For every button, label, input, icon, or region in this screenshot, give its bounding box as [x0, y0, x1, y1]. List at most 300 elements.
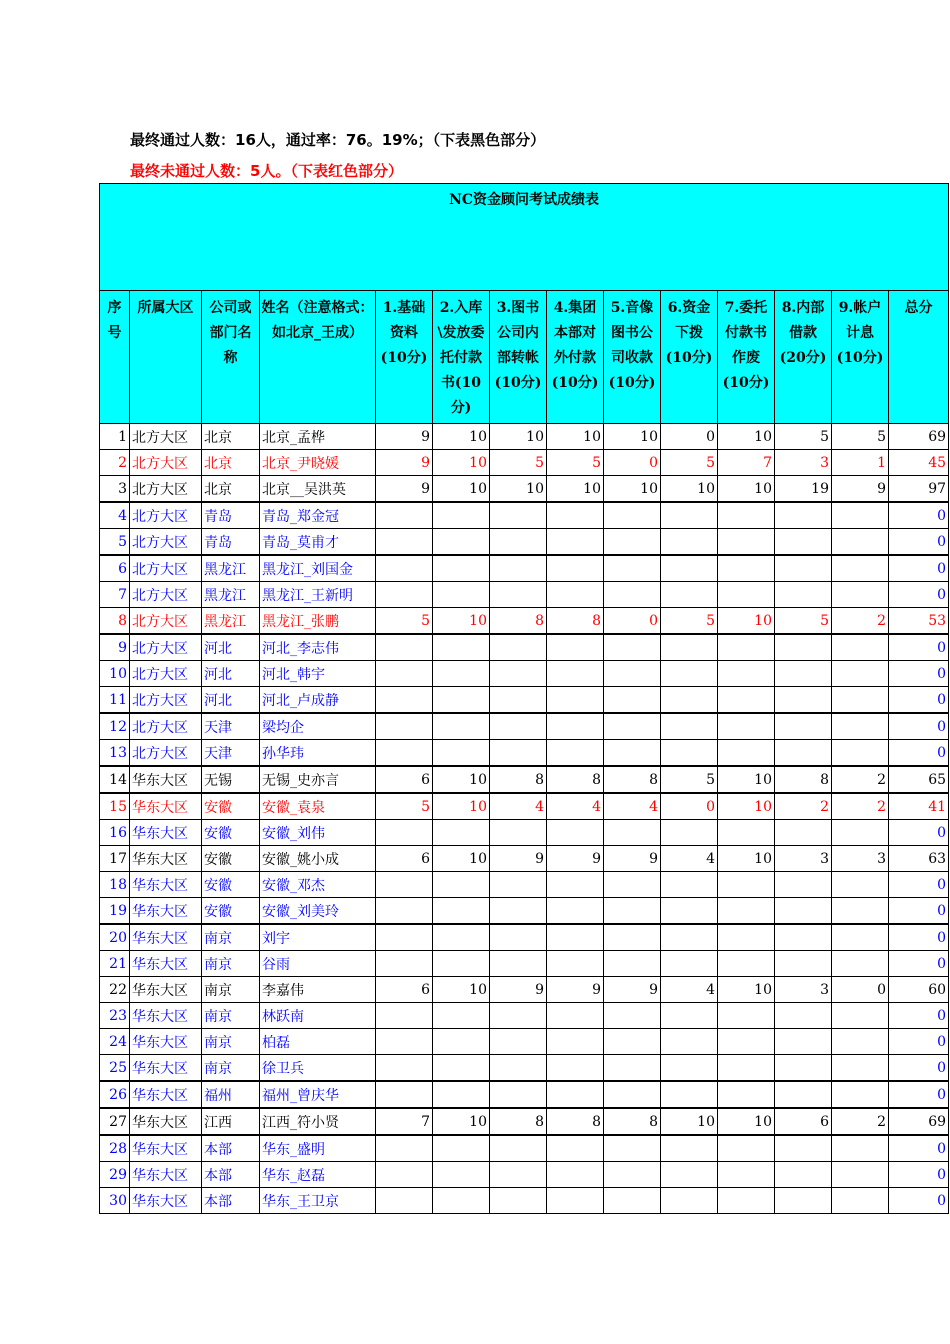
- table-cell: [832, 529, 889, 556]
- table-cell: 柏磊: [260, 1029, 376, 1055]
- table-cell: 华东大区: [130, 766, 202, 793]
- table-cell: 2: [832, 766, 889, 793]
- table-cell: [718, 1162, 775, 1188]
- table-cell: 青岛: [202, 529, 260, 556]
- table-cell: [490, 872, 547, 898]
- table-cell: 9: [376, 476, 433, 503]
- table-cell: [376, 1055, 433, 1082]
- row-index: 13: [100, 740, 130, 767]
- table-row: [100, 582, 949, 608]
- table-cell: [490, 502, 547, 529]
- table-cell: 9: [490, 846, 547, 872]
- table-cell: [832, 1055, 889, 1082]
- table-cell: 林跃南: [260, 1003, 376, 1029]
- table-cell: 6: [376, 846, 433, 872]
- table-cell: [832, 713, 889, 740]
- row-index: 12: [100, 713, 130, 740]
- table-cell: [490, 529, 547, 556]
- table-cell: [661, 1003, 718, 1029]
- table-cell: 0: [661, 424, 718, 450]
- table-cell: 刘宇: [260, 924, 376, 951]
- table-cell: [661, 661, 718, 687]
- row-index: 18: [100, 872, 130, 898]
- table-cell: 5: [661, 450, 718, 476]
- table-row: [100, 1055, 949, 1082]
- table-cell: [661, 582, 718, 608]
- table-cell: 华东_王卫京: [260, 1188, 376, 1214]
- table-cell: [376, 634, 433, 661]
- table-cell: 10: [718, 1108, 775, 1135]
- total-score: 0: [889, 1162, 949, 1188]
- table-cell: 南京: [202, 977, 260, 1003]
- table-cell: 福州: [202, 1081, 260, 1108]
- table-cell: 华东大区: [130, 793, 202, 820]
- total-score: 0: [889, 872, 949, 898]
- table-cell: [832, 582, 889, 608]
- table-cell: 6: [376, 977, 433, 1003]
- table-cell: 10: [718, 846, 775, 872]
- table-cell: 北方大区: [130, 634, 202, 661]
- table-title: NC资金顾问考试成绩表: [100, 184, 949, 291]
- total-score: 0: [889, 740, 949, 767]
- table-cell: [604, 740, 661, 767]
- total-score: 63: [889, 846, 949, 872]
- table-cell: 安徽: [202, 793, 260, 820]
- table-row: [100, 820, 949, 846]
- table-row: [100, 424, 949, 450]
- table-cell: 北方大区: [130, 502, 202, 529]
- table-cell: [718, 898, 775, 925]
- table-cell: [661, 1162, 718, 1188]
- table-cell: [547, 582, 604, 608]
- table-cell: [775, 713, 832, 740]
- table-cell: 10: [490, 424, 547, 450]
- table-cell: [547, 951, 604, 977]
- table-cell: [490, 634, 547, 661]
- table-cell: [433, 820, 490, 846]
- row-index: 14: [100, 766, 130, 793]
- total-score: 45: [889, 450, 949, 476]
- table-cell: [775, 555, 832, 582]
- table-cell: [661, 1055, 718, 1082]
- table-cell: 青岛_莫甫才: [260, 529, 376, 556]
- table-cell: 10: [433, 450, 490, 476]
- table-cell: 3: [832, 846, 889, 872]
- total-score: 0: [889, 582, 949, 608]
- table-cell: 华东_赵磊: [260, 1162, 376, 1188]
- total-score: 60: [889, 977, 949, 1003]
- row-index: 4: [100, 502, 130, 529]
- table-cell: 北方大区: [130, 555, 202, 582]
- table-cell: [718, 740, 775, 767]
- column-header: 7.委托付款书作废(10分): [718, 291, 775, 424]
- table-row: [100, 898, 949, 925]
- table-cell: 8: [490, 766, 547, 793]
- total-score: 0: [889, 1135, 949, 1162]
- row-index: 7: [100, 582, 130, 608]
- table-cell: 4: [604, 793, 661, 820]
- table-cell: [775, 951, 832, 977]
- total-score: 0: [889, 898, 949, 925]
- table-cell: 华东大区: [130, 1003, 202, 1029]
- table-cell: [490, 555, 547, 582]
- table-cell: [661, 529, 718, 556]
- table-cell: [547, 1003, 604, 1029]
- table-cell: 6: [376, 766, 433, 793]
- table-cell: [832, 1162, 889, 1188]
- table-cell: [604, 1003, 661, 1029]
- table-cell: [604, 1055, 661, 1082]
- table-cell: 徐卫兵: [260, 1055, 376, 1082]
- pass-summary: 最终通过人数：16人，通过率：76。19%；（下表黑色部分）: [130, 131, 546, 149]
- table-cell: 安徽: [202, 872, 260, 898]
- table-cell: [718, 1003, 775, 1029]
- table-row: [100, 713, 949, 740]
- table-cell: [775, 898, 832, 925]
- table-cell: [775, 872, 832, 898]
- table-cell: [433, 529, 490, 556]
- table-cell: 北方大区: [130, 740, 202, 767]
- total-score: 0: [889, 713, 949, 740]
- table-cell: 安徽: [202, 820, 260, 846]
- table-cell: [433, 1003, 490, 1029]
- table-cell: [718, 872, 775, 898]
- table-cell: 10: [433, 977, 490, 1003]
- table-cell: [661, 1135, 718, 1162]
- table-cell: 10: [718, 476, 775, 503]
- table-cell: [775, 820, 832, 846]
- table-cell: [490, 661, 547, 687]
- table-cell: [547, 502, 604, 529]
- table-cell: [832, 1188, 889, 1214]
- table-cell: 梁均企: [260, 713, 376, 740]
- table-cell: 4: [547, 793, 604, 820]
- table-cell: [661, 1188, 718, 1214]
- table-cell: [490, 1188, 547, 1214]
- total-score: 0: [889, 687, 949, 714]
- table-cell: [718, 713, 775, 740]
- row-index: 21: [100, 951, 130, 977]
- table-cell: 安徽_姚小成: [260, 846, 376, 872]
- table-cell: 10: [718, 793, 775, 820]
- row-index: 10: [100, 661, 130, 687]
- table-cell: [775, 1055, 832, 1082]
- table-cell: [490, 1135, 547, 1162]
- row-index: 3: [100, 476, 130, 503]
- table-cell: 天津: [202, 740, 260, 767]
- column-header: 2.入库\发放委托付款书(10分): [433, 291, 490, 424]
- table-cell: [604, 951, 661, 977]
- table-cell: 黑龙江: [202, 555, 260, 582]
- header-row: [100, 291, 949, 424]
- table-cell: 华东大区: [130, 872, 202, 898]
- row-index: 17: [100, 846, 130, 872]
- column-header: 公司或部门名称: [202, 291, 260, 424]
- table-cell: 安徽_邓杰: [260, 872, 376, 898]
- table-row: [100, 1029, 949, 1055]
- table-cell: 黑龙江_王新明: [260, 582, 376, 608]
- total-score: 69: [889, 1108, 949, 1135]
- row-index: 22: [100, 977, 130, 1003]
- table-cell: 天津: [202, 713, 260, 740]
- table-cell: 安徽_袁泉: [260, 793, 376, 820]
- table-cell: [661, 898, 718, 925]
- table-cell: [376, 1135, 433, 1162]
- table-cell: 河北_韩宇: [260, 661, 376, 687]
- table-cell: 北方大区: [130, 582, 202, 608]
- table-cell: [832, 661, 889, 687]
- table-cell: 北方大区: [130, 713, 202, 740]
- table-cell: 华东大区: [130, 1055, 202, 1082]
- table-cell: [604, 634, 661, 661]
- table-cell: [376, 1003, 433, 1029]
- table-cell: [604, 924, 661, 951]
- table-cell: [718, 687, 775, 714]
- table-cell: [433, 951, 490, 977]
- table-cell: [604, 1188, 661, 1214]
- table-cell: [490, 1162, 547, 1188]
- table-cell: [490, 740, 547, 767]
- row-index: 28: [100, 1135, 130, 1162]
- table-cell: 北京: [202, 476, 260, 503]
- table-cell: [547, 634, 604, 661]
- table-cell: [832, 502, 889, 529]
- table-cell: 0: [661, 793, 718, 820]
- column-header: 姓名（注意格式：如北京_王成）: [260, 291, 376, 424]
- table-cell: [547, 898, 604, 925]
- table-cell: [376, 555, 433, 582]
- total-score: 69: [889, 424, 949, 450]
- table-row: [100, 687, 949, 714]
- table-cell: 5: [661, 608, 718, 635]
- total-score: 53: [889, 608, 949, 635]
- table-cell: [490, 1055, 547, 1082]
- table-row: [100, 1108, 949, 1135]
- table-cell: 安徽_刘美玲: [260, 898, 376, 925]
- table-cell: 3: [775, 846, 832, 872]
- table-cell: 10: [718, 766, 775, 793]
- table-cell: 华东大区: [130, 1029, 202, 1055]
- table-cell: [547, 1055, 604, 1082]
- table-cell: 0: [832, 977, 889, 1003]
- row-index: 20: [100, 924, 130, 951]
- row-index: 2: [100, 450, 130, 476]
- table-cell: [433, 661, 490, 687]
- table-cell: 8: [547, 766, 604, 793]
- table-cell: [661, 740, 718, 767]
- row-index: 16: [100, 820, 130, 846]
- table-cell: [832, 1003, 889, 1029]
- table-cell: 9: [604, 977, 661, 1003]
- table-row: [100, 766, 949, 793]
- table-cell: [490, 1081, 547, 1108]
- table-cell: [661, 951, 718, 977]
- table-cell: 9: [376, 424, 433, 450]
- total-score: 0: [889, 555, 949, 582]
- table-cell: [718, 502, 775, 529]
- table-cell: [832, 924, 889, 951]
- fail-summary: 最终未通过人数：5人。（下表红色部分）: [130, 162, 403, 180]
- table-row: [100, 1135, 949, 1162]
- table-cell: [433, 1135, 490, 1162]
- row-index: 9: [100, 634, 130, 661]
- table-row: [100, 951, 949, 977]
- table-cell: 青岛: [202, 502, 260, 529]
- table-cell: [547, 924, 604, 951]
- table-row: [100, 1081, 949, 1108]
- table-cell: 本部: [202, 1162, 260, 1188]
- table-cell: 9: [604, 846, 661, 872]
- table-cell: [490, 820, 547, 846]
- table-cell: 北方大区: [130, 529, 202, 556]
- total-score: 0: [889, 1003, 949, 1029]
- table-cell: [490, 582, 547, 608]
- table-cell: [547, 820, 604, 846]
- table-cell: 安徽_刘伟: [260, 820, 376, 846]
- row-index: 5: [100, 529, 130, 556]
- table-cell: 黑龙江_刘国金: [260, 555, 376, 582]
- table-cell: 北方大区: [130, 608, 202, 635]
- table-cell: 5: [547, 450, 604, 476]
- table-cell: 李嘉伟: [260, 977, 376, 1003]
- table-cell: [547, 713, 604, 740]
- table-cell: [604, 582, 661, 608]
- table-cell: [775, 740, 832, 767]
- table-cell: 无锡: [202, 766, 260, 793]
- table-cell: [433, 924, 490, 951]
- table-cell: [718, 1055, 775, 1082]
- table-cell: 3: [775, 450, 832, 476]
- table-cell: [775, 1135, 832, 1162]
- table-cell: 谷雨: [260, 951, 376, 977]
- table-cell: 3: [775, 977, 832, 1003]
- table-cell: 华东大区: [130, 924, 202, 951]
- table-cell: [661, 555, 718, 582]
- table-cell: [376, 924, 433, 951]
- table-cell: [718, 1135, 775, 1162]
- table-cell: 8: [604, 766, 661, 793]
- table-cell: 1: [832, 450, 889, 476]
- column-header: 5.音像图书公司收款(10分): [604, 291, 661, 424]
- table-cell: 北京_孟桦: [260, 424, 376, 450]
- table-cell: 华东大区: [130, 1108, 202, 1135]
- table-cell: [832, 951, 889, 977]
- table-cell: 江西_符小贤: [260, 1108, 376, 1135]
- column-header: 6.资金下拨(10分): [661, 291, 718, 424]
- table-cell: [832, 1081, 889, 1108]
- table-cell: [832, 898, 889, 925]
- table-cell: [433, 1188, 490, 1214]
- table-cell: 北方大区: [130, 450, 202, 476]
- table-cell: 5: [661, 766, 718, 793]
- total-score: 0: [889, 529, 949, 556]
- table-cell: [604, 502, 661, 529]
- table-cell: 华东大区: [130, 1188, 202, 1214]
- table-cell: 安徽: [202, 898, 260, 925]
- table-cell: 华东大区: [130, 951, 202, 977]
- table-cell: [490, 713, 547, 740]
- table-cell: 南京: [202, 1003, 260, 1029]
- total-score: 0: [889, 820, 949, 846]
- table-cell: [718, 1188, 775, 1214]
- table-cell: [604, 1162, 661, 1188]
- table-cell: 4: [661, 846, 718, 872]
- table-cell: [433, 872, 490, 898]
- table-cell: [490, 951, 547, 977]
- table-cell: 江西: [202, 1108, 260, 1135]
- table-cell: [490, 687, 547, 714]
- table-row: [100, 529, 949, 556]
- table-cell: 8: [490, 1108, 547, 1135]
- table-cell: 7: [718, 450, 775, 476]
- table-cell: 8: [490, 608, 547, 635]
- table-cell: [832, 820, 889, 846]
- row-index: 19: [100, 898, 130, 925]
- total-score: 0: [889, 661, 949, 687]
- table-cell: 本部: [202, 1135, 260, 1162]
- row-index: 30: [100, 1188, 130, 1214]
- column-header: 8.内部借款(20分): [775, 291, 832, 424]
- column-header: 9.帐户计息(10分): [832, 291, 889, 424]
- table-cell: [376, 582, 433, 608]
- table-cell: [832, 872, 889, 898]
- total-score: 0: [889, 951, 949, 977]
- table-cell: 河北_卢成静: [260, 687, 376, 714]
- table-cell: 2: [775, 793, 832, 820]
- table-cell: 10: [718, 608, 775, 635]
- table-cell: [547, 661, 604, 687]
- row-index: 15: [100, 793, 130, 820]
- table-cell: [775, 1081, 832, 1108]
- table-cell: [433, 740, 490, 767]
- table-cell: 10: [604, 476, 661, 503]
- table-row: [100, 846, 949, 872]
- table-row: [100, 555, 949, 582]
- table-cell: [433, 898, 490, 925]
- table-cell: 黑龙江: [202, 582, 260, 608]
- table-cell: [547, 1029, 604, 1055]
- table-cell: 8: [775, 766, 832, 793]
- table-cell: [490, 898, 547, 925]
- table-cell: [376, 661, 433, 687]
- column-header: 所属大区: [130, 291, 202, 424]
- table-cell: 南京: [202, 951, 260, 977]
- table-cell: 华东大区: [130, 846, 202, 872]
- table-cell: 河北: [202, 687, 260, 714]
- table-cell: [490, 1003, 547, 1029]
- table-cell: [775, 582, 832, 608]
- table-cell: 华东大区: [130, 898, 202, 925]
- table-cell: 10: [547, 424, 604, 450]
- table-cell: [547, 555, 604, 582]
- table-cell: [433, 502, 490, 529]
- table-cell: 安徽: [202, 846, 260, 872]
- table-cell: 青岛_郑金冠: [260, 502, 376, 529]
- table-cell: 10: [433, 608, 490, 635]
- table-cell: [718, 1081, 775, 1108]
- total-score: 0: [889, 1188, 949, 1214]
- table-cell: [832, 740, 889, 767]
- total-score: 0: [889, 924, 949, 951]
- row-index: 23: [100, 1003, 130, 1029]
- table-row: [100, 634, 949, 661]
- table-cell: [376, 872, 433, 898]
- table-cell: 0: [604, 608, 661, 635]
- table-cell: 华东大区: [130, 977, 202, 1003]
- row-index: 11: [100, 687, 130, 714]
- table-cell: 北京: [202, 450, 260, 476]
- table-cell: [604, 872, 661, 898]
